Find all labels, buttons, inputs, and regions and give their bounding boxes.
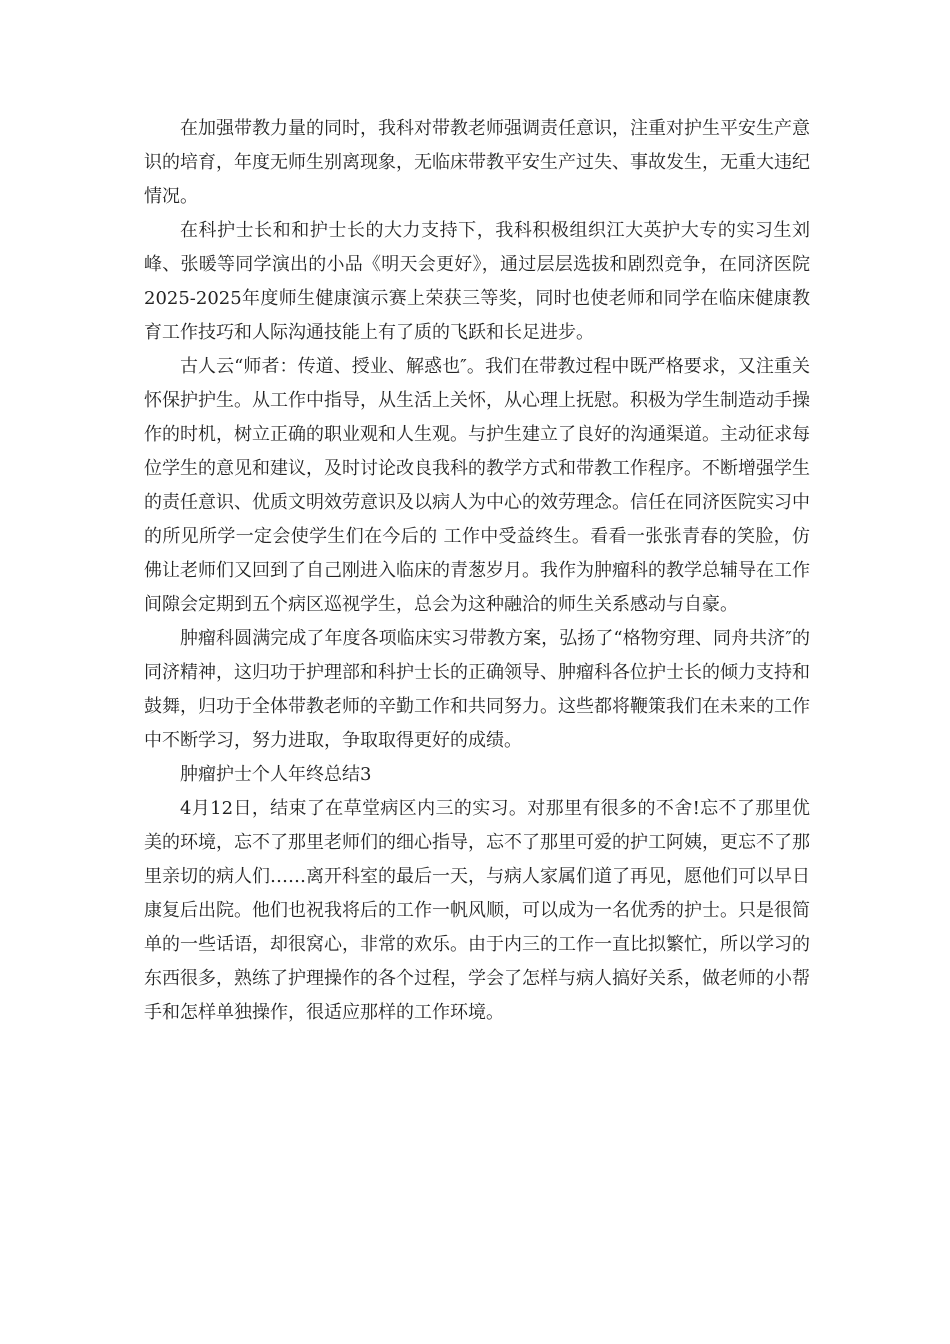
paragraph-internship-reflection: 4月12日，结束了在草堂病区内三的实习。对那里有很多的不舍!忘不了那里优美的环境，忘不了那里老师们的细心指导，忘不了那里可爱的护工阿姨，更忘不了那里亲切的病人们……离开科室的最后一天，与病人家属们道了再见，愿他们可以早日康复后出院。他们也祝我将后的工作一帆风顺，可以成为一名优秀的护士。只是很简单的一些话语，却很窝心，非常的欢乐。由于内三的工作一直比拟繁忙，所以学习的东西很多，熟练了护理操作的各个过程，学会了怎样与病人搞好关系，做老师的小帮手和怎样单独操作，很适应那样的工作环境。 [144, 798, 810, 1023]
document-body [144, 112, 810, 1030]
paragraph-teaching-responsibility: 在加强带教力量的同时，我科对带教老师强调责任意识，注重对护生平安生产意识的培育，年度无师生别离现象，无临床带教平安生产过失、事故发生，无重大违纪情况。 [144, 118, 810, 207]
paragraph-annual-teaching-summary: 肿瘤科圆满完成了年度各项临床实习带教方案，弘扬了“格物穷理、同舟共济″的同济精神，这归功于护理部和科护士长的正确领导、肿瘤科各位护士长的倾力支持和鼓舞，归功于全体带教老师的辛勤工作和共同努力。这些都将鞭策我们在未来的工作中不断学习，努力进取，争取取得更好的成绩。 [144, 628, 810, 751]
paragraph-health-education-contest: 在科护士长和和护士长的大力支持下，我科积极组织江大英护大专的实习生刘峰、张暖等同学演出的小品《明天会更好》，通过层层选拔和剧烈竞争，在同济医院2025-2025年度师生健康演示赛上荣获三等奖，同时也使老师和同学在临床健康教育工作技巧和人际沟通技能上有了质的飞跃和长足进步。 [144, 220, 810, 343]
section-heading: 肿瘤护士个人年终总结3 [180, 764, 372, 785]
paragraph-teacher-student-relationship: 古人云“师者：传道、授业、解惑也″。我们在带教过程中既严格要求，又注重关怀保护护生。从工作中指导，从生活上关怀，从心理上抚慰。积极为学生制造动手操作的时机，树立正确的职业观和人生观。与护生建立了良好的沟通渠道。主动征求每位学生的意见和建议，及时讨论改良我科的教学方式和带教工作程序。不断增强学生的责任意识、优质文明效劳意识及以病人为中心的效劳理念。信任在同济医院实习中的所见所学一定会使学生们在今后的 工作中受益终生。看看一张张青春的笑脸，仿佛让老师们又回到了自己刚进入临床的青葱岁月。我作为肿瘤科的教学总辅导在工作间隙会定期到五个病区巡视学生，总会为这种融洽的师生关系感动与自豪。 [144, 356, 810, 615]
